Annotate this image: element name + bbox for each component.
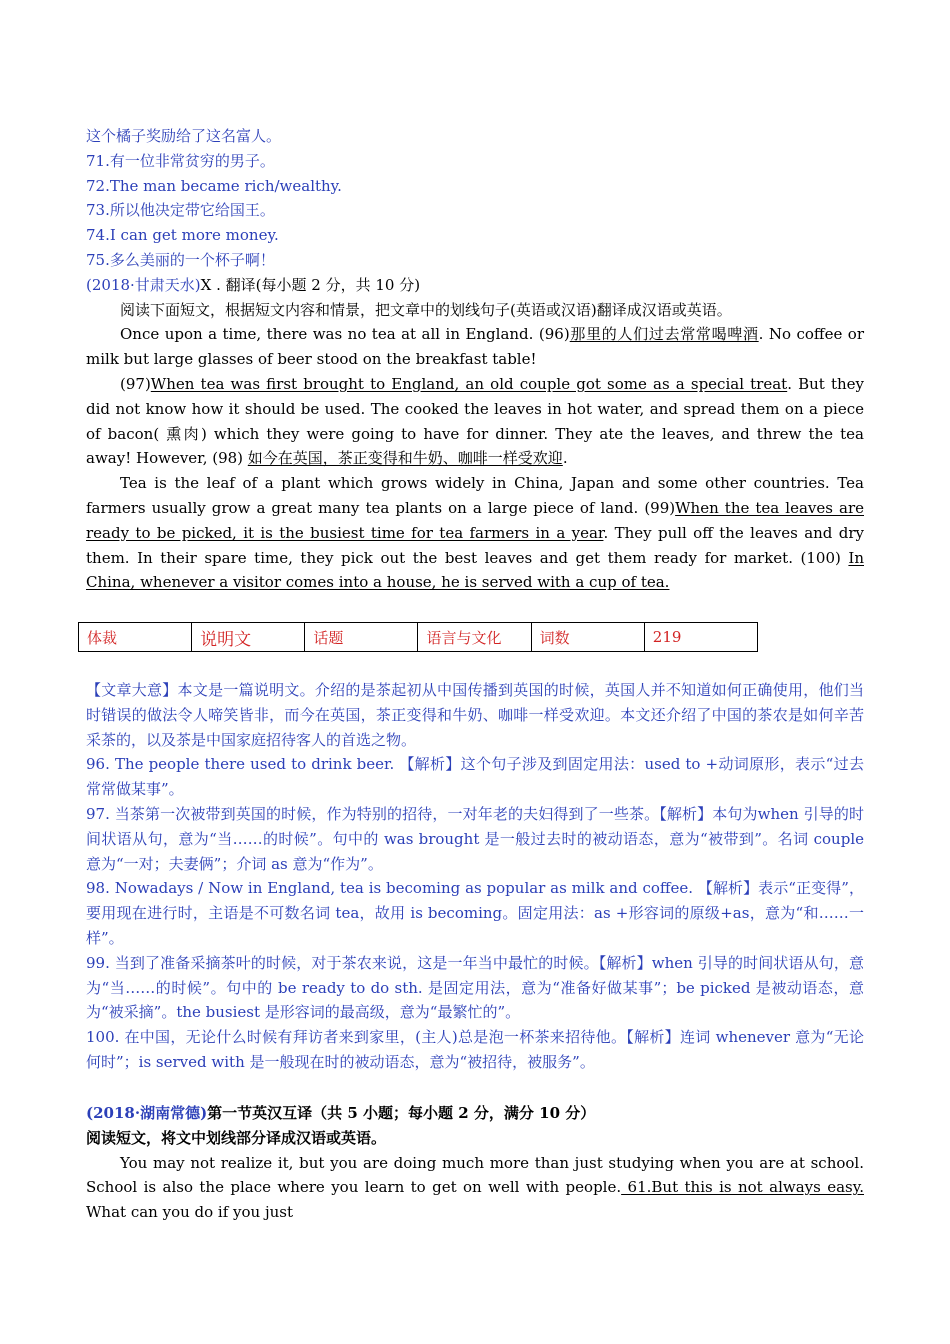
answer-line: 71.有一位非常贫穷的男子。: [86, 151, 275, 170]
answer-line: 这个橘子奖励给了这名富人。: [86, 127, 282, 145]
paragraph-3: [86, 471, 864, 595]
table-cell: 说明文: [192, 623, 305, 652]
text-run: Tea is the leaf of a plant which grows widely in China, Japan and some other countries. Tea farmers usually grow a great many tea plants on a large piece of land. (99): [86, 474, 864, 517]
underlined-sentence-99: When the tea leaves are ready to be picked, it is the busiest time for tea farmers in a year: [86, 498, 864, 542]
text-run: .: [562, 449, 568, 468]
answer-line: 72.The man became rich/wealthy.: [86, 176, 342, 195]
text-run: Once upon a time, there was no tea at all in England. (96): [120, 325, 570, 344]
analysis-block: [86, 678, 864, 1075]
article-summary: 【文章大意】本文是一篇说明文。介绍的是茶起初从中国传播到英国的时候，英国人并不知道如何正确使用，他们当时错误的做法令人啼笑皆非，而今在英国，茶正变得和牛奶、咖啡一样受欢迎。本文还介绍了中国的茶农是如何辛苦采茶的，以及茶是中国家庭招待客人的首选之物。: [86, 681, 864, 749]
text-run: . No coffee or milk but large glasses of beer stood on the breakfast table!: [86, 325, 864, 369]
table-cell: 词数: [531, 623, 644, 652]
answer-line: 74.I can get more money.: [86, 226, 279, 245]
text-run: . They pull off the leaves and dry them. In their spare time, they pick out the best leaves and get them ready for market. (100): [86, 523, 865, 567]
section-3: [86, 1101, 864, 1225]
underlined-sentence-98: 如今在英国，茶正变得和牛奶、咖啡一样受欢迎: [247, 449, 563, 468]
underlined-sentence-61: 61.But this is not always easy.: [621, 1178, 864, 1197]
instruction: 阅读短文，将文中划线部分译成汉语或英语。: [86, 1128, 387, 1147]
answer-100: 100. 在中国，无论什么时候有拜访者来到家里，(主人)总是泡一杯茶来招待他。【解析】连词 whenever 意为“无论何时”；is served with 是一般现在时的被动语态，意为“被招待，被服务”。: [86, 1028, 864, 1071]
answer-line: 75.多么美丽的一个杯子啊！: [86, 250, 275, 269]
page-content: [86, 124, 864, 595]
table-cell: 话题: [305, 623, 418, 652]
paragraph-1: [86, 322, 864, 372]
text-run: (97): [120, 374, 151, 393]
answer-line: 73.所以他决定带它给国王。: [86, 201, 275, 220]
section-heading: [86, 273, 864, 298]
text-run: . But they did not know how it should be used. The cooked the leaves in hot water, and spread them on a piece of bacon( 熏肉) which they were going to have for dinner. They ate the leaves, and threw the tea away! However, (98): [86, 374, 864, 468]
section-heading: [86, 1101, 864, 1126]
answer-97: 97. 当茶第一次被带到英国的时候，作为特别的招待，一对年老的夫妇得到了一些茶。【解析】本句为when 引导的时间状语从句，意为“当……的时候”。句中的 was brought 是一般过去时的被动语态，意为“被带到”。名词 couple 意为“一对；夫妻俩”；介词 as 意为“作为”。: [86, 804, 864, 873]
instruction: 阅读下面短文，根据短文内容和情景，把文章中的划线句子(英语或汉语)翻译成汉语或英语。: [120, 300, 732, 319]
underlined-sentence-100: In China, whenever a visitor comes into a house, he is served with a cup of tea.: [86, 548, 864, 592]
section-source: (2018·甘肃天水): [86, 275, 201, 294]
table-cell: 219: [644, 623, 757, 652]
table-row: [79, 623, 758, 652]
section-title: X . 翻译(每小题 2 分，共 10 分): [200, 275, 421, 294]
answer-96: 96. The people there used to drink beer. 【解析】这个句子涉及到固定用法：used to +动词原形，表示“过去常常做某事”。: [86, 755, 864, 799]
section-source: (2018·湖南常德): [86, 1104, 208, 1122]
underlined-sentence-96: 那里的人们过去常常喝啤酒: [569, 325, 759, 344]
text-run: You may not realize it, but you are doing much more than just studying when you are at school. School is also the place where you learn to get on well with people.: [86, 1153, 864, 1197]
section-title: 第一节英汉互译（共 5 小题；每小题 2 分，满分 10 分）: [207, 1104, 596, 1122]
table-cell: 语言与文化: [418, 623, 531, 652]
table-cell: 体裁: [79, 623, 192, 652]
underlined-sentence-97: When tea was first brought to England, an old couple got some as a special treat: [150, 374, 788, 393]
paragraph-2: [86, 372, 864, 471]
text-run: What can you do if you just: [86, 1203, 294, 1222]
answer-99: 99. 当到了准备采摘茶叶的时候，对于茶农来说，这是一年当中最忙的时候。【解析】when 引导的时间状语从句，意为“当……的时候”。句中的 be ready to do sth. 是固定用法，意为“准备好做某事”；be picked 是被动语态，意为“被采摘”。the busiest 是形容词的最高级，意为“最繁忙的”。: [86, 953, 864, 1022]
info-table: [78, 622, 758, 652]
paragraph-1: [86, 1151, 864, 1225]
answer-98: 98. Nowadays / Now in England, tea is becoming as popular as milk and coffee. 【解析】表示“正变得”，要用现在进行时，主语是不可数名词 tea，故用 is becoming。固定用法：as +形容词的原级+as，意为“和……一样”。: [86, 879, 864, 947]
